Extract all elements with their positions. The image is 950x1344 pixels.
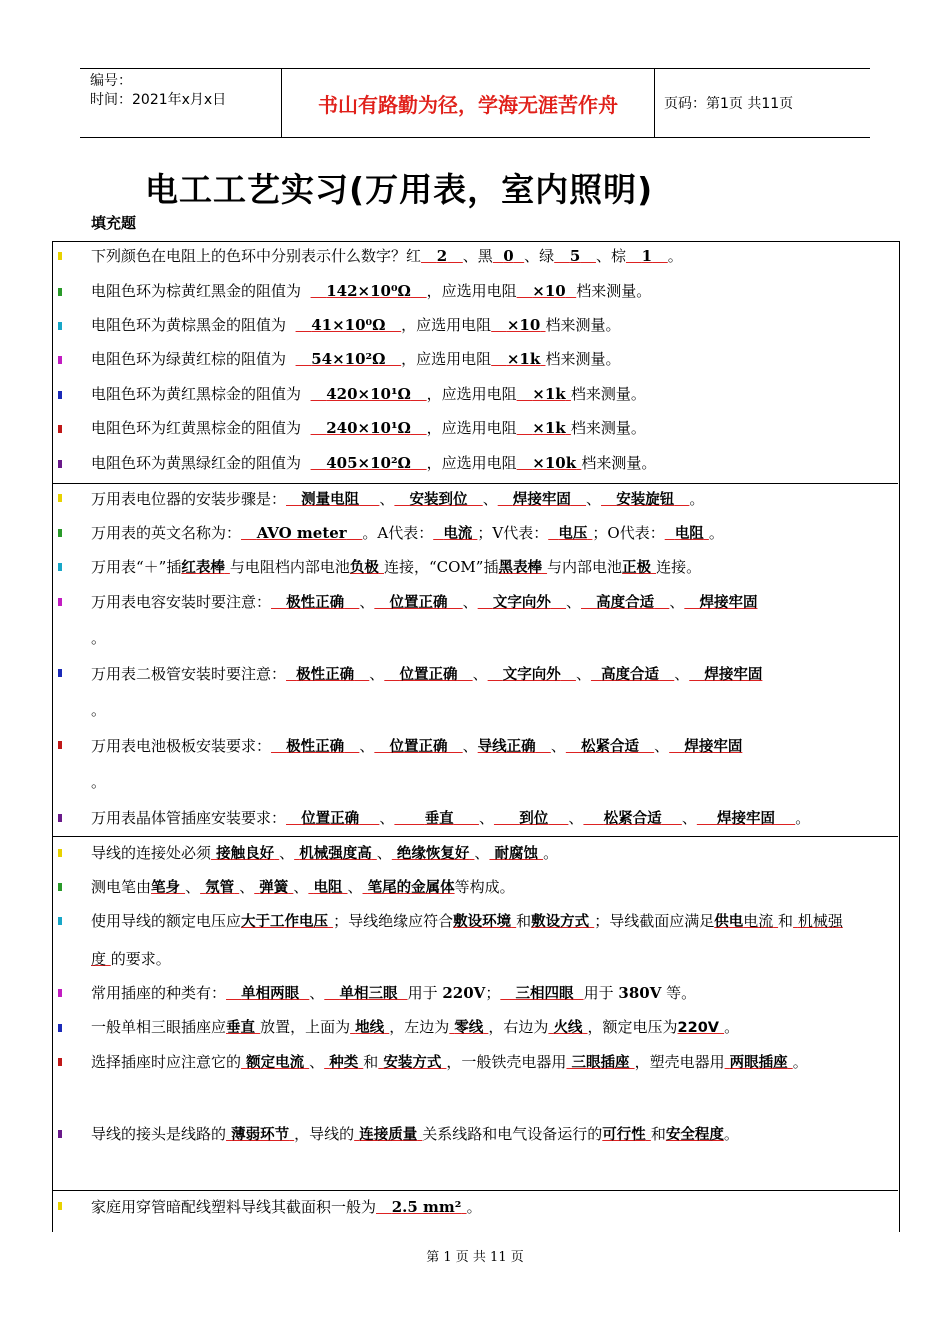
page-title: 电工工艺实习(万用表，室内照明) bbox=[145, 170, 654, 209]
question-12-end: 。 bbox=[91, 701, 107, 719]
list-bullet-icon bbox=[58, 288, 62, 296]
list-bullet-icon bbox=[58, 529, 62, 537]
list-bullet-icon bbox=[58, 814, 62, 822]
header-table bbox=[80, 68, 870, 138]
list-bullet-icon bbox=[58, 883, 62, 891]
list-bullet-icon bbox=[58, 741, 62, 749]
list-bullet-icon bbox=[58, 1024, 62, 1032]
question-11: 万用表电容安装时要注意： 极性正确 、 位置正确 、 文字向外 、 高度合适 、 焊接牢固 bbox=[91, 593, 758, 611]
question-13: 万用表电池极板安装要求： 极性正确 、 位置正确 、导线正确 、 松紧合适 、 焊接牢固 bbox=[91, 737, 743, 755]
question-14: 万用表晶体管插座安装要求： 位置正确 、 垂直 、 到位 、 松紧合适 、 焊接牢固 。 bbox=[91, 809, 811, 827]
question-9: 万用表的英文名称为： AVO meter 。A代表： 电流 ；V代表： 电压 ；O代表： 电阻 。 bbox=[91, 524, 724, 542]
list-bullet-icon bbox=[58, 1202, 62, 1210]
question-7: 电阻色环为黄黑绿红金的阻值为 405×10²Ω ，应选用电阻 ×10k 档来测量。 bbox=[91, 454, 657, 472]
list-bullet-icon bbox=[58, 598, 62, 606]
question-10: 万用表“＋”插红表棒 与电阻档内部电池负极 连接，“COM”插黑表棒 与内部电池正极 连接。 bbox=[91, 558, 702, 576]
list-bullet-icon bbox=[58, 563, 62, 571]
list-bullet-icon bbox=[58, 356, 62, 364]
question-6: 电阻色环为红黄黑棕金的阻值为 240×10¹Ω ，应选用电阻 ×1k 档来测量。 bbox=[91, 419, 646, 437]
question-17: 使用导线的额定电压应大于工作电压 ；导线绝缘应符合敷设环境 和敷设方式 ；导线截面应满足供电电流 和 机械强度 的要求。 bbox=[91, 912, 843, 968]
question-15: 导线的连接处必须 接触良好 、 机械强度高 、 绝缘恢复好 、 耐腐蚀 。 bbox=[91, 844, 559, 862]
list-bullet-icon bbox=[58, 917, 62, 925]
list-bullet-icon bbox=[58, 391, 62, 399]
list-bullet-icon bbox=[58, 252, 62, 260]
number-label: 编号： bbox=[90, 73, 132, 89]
date-label: 时间：2021年x月x日 bbox=[90, 92, 227, 108]
question-12: 万用表二极管安装时要注意： 极性正确 、 位置正确 、 文字向外 、 高度合适 、 焊接牢固 bbox=[91, 665, 763, 683]
question-16: 测电笔由笔身 、 氖管 、 弹簧 、 电阻 、 笔尾的金属体等构成。 bbox=[91, 878, 515, 896]
list-bullet-icon bbox=[58, 425, 62, 433]
question-22: 家庭用穿管暗配线塑料导线其截面积一般为 2.5 mm² 。 bbox=[91, 1198, 482, 1216]
motto: 书山有路勤为径，学海无涯苦作舟 bbox=[282, 69, 655, 137]
list-bullet-icon bbox=[58, 849, 62, 857]
question-2: 电阻色环为棕黄红黑金的阻值为 142×10⁰Ω ，应选用电阻 ×10 档来测量。 bbox=[91, 282, 652, 300]
page-label: 页码：第1页 共11页 bbox=[664, 96, 794, 112]
list-bullet-icon bbox=[58, 989, 62, 997]
list-bullet-icon bbox=[58, 1130, 62, 1138]
list-bullet-icon bbox=[58, 669, 62, 677]
question-8: 万用表电位器的安装步骤是： 测量电阻 、 安装到位 、 焊接牢固 、 安装旋钮 。 bbox=[91, 490, 705, 508]
list-bullet-icon bbox=[58, 1058, 62, 1066]
section-subtitle: 填充题 bbox=[91, 214, 137, 232]
question-20: 选择插座时应注意它的 额定电流 、 种类 和 安装方式 ，一般铁壳电器用 三眼插座 ，塑壳电器用 两眼插座 。 bbox=[91, 1053, 808, 1071]
page-footer: 第 1 页 共 11 页 bbox=[426, 1250, 524, 1265]
question-18: 常用插座的种类有： 单相两眼 、 单相三眼 用于 220V； 三相四眼 用于 380V 等。 bbox=[91, 984, 697, 1002]
question-11-end: 。 bbox=[91, 629, 107, 647]
list-bullet-icon bbox=[58, 460, 62, 468]
question-4: 电阻色环为绿黄红棕的阻值为 54×10²Ω ，应选用电阻 ×1k 档来测量。 bbox=[91, 350, 621, 368]
question-3: 电阻色环为黄棕黑金的阻值为 41×10⁰Ω ，应选用电阻 ×10 档来测量。 bbox=[91, 316, 621, 334]
question-21: 导线的接头是线路的 薄弱环节 ，导线的 连接质量 关系线路和电气设备运行的可行性 和安全程度。 bbox=[91, 1125, 739, 1143]
question-1: 下列颜色在电阻上的色环中分别表示什么数字？红 2 、黑 0 、绿 5 、棕 1 。 bbox=[91, 247, 683, 265]
question-19: 一般单相三眼插座应垂直 放置，上面为 地线 ，左边为 零线 ，右边为 火线 ，额定电压为220V 。 bbox=[91, 1018, 740, 1036]
list-bullet-icon bbox=[58, 494, 62, 502]
question-13-end: 。 bbox=[91, 773, 107, 791]
header-left-cell bbox=[80, 69, 282, 137]
question-5: 电阻色环为黄红黑棕金的阻值为 420×10¹Ω ，应选用电阻 ×1k 档来测量。 bbox=[91, 385, 646, 403]
list-bullet-icon bbox=[58, 322, 62, 330]
